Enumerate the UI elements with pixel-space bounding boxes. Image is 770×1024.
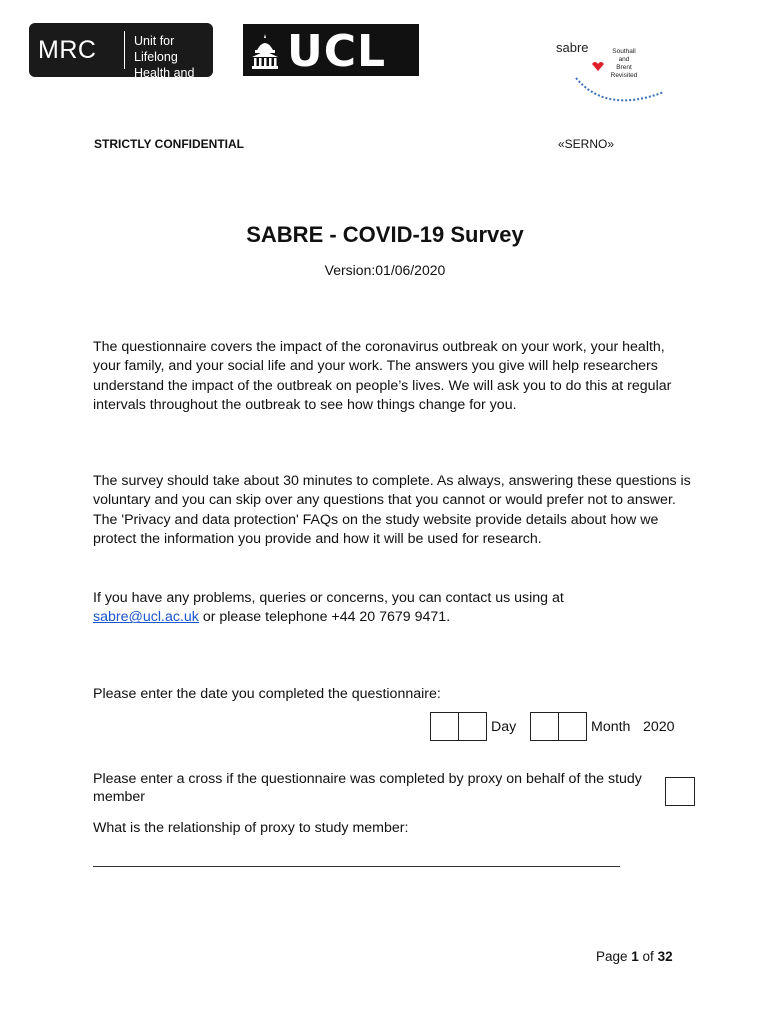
proxy-question: Please enter a cross if the questionnaire was completed by proxy on behalf of the study member xyxy=(93,771,642,805)
mrc-logo-divider xyxy=(124,31,125,69)
ucl-logo xyxy=(243,24,419,76)
page-prefix: Page xyxy=(596,949,632,964)
proxy-checkbox[interactable] xyxy=(665,777,695,806)
duration-paragraph: The survey should take about 30 minutes to complete. As always, answering these questions is voluntary and you can skip over any questions that you cannot or would prefer not to answer. The 'Privacy and data protection' FAQs on the study website provide details about how we protect the information you provide and how it will be used for research. xyxy=(93,473,691,548)
intro-paragraph: The questionnaire covers the impact of the coronavirus outbreak on your work, your health, your family, and your social life and your work. The answers you give will help researchers understand the impact of the outbreak on people’s lives. We will ask you to do this at regular intervals throughout the outbreak to see how things change for you. xyxy=(93,339,672,414)
page-number xyxy=(596,949,673,964)
day-digit-1-input[interactable] xyxy=(430,712,459,741)
sabre-logo-word: sabre xyxy=(556,40,589,55)
relationship-question: What is the relationship of proxy to study member: xyxy=(93,820,409,836)
year-label: 2020 xyxy=(643,719,675,735)
ucl-logo-text: UCL xyxy=(287,26,387,77)
contact-prefix: If you have any problems, queries or concerns, you can contact us using at xyxy=(93,590,564,606)
sabre-logo xyxy=(536,22,686,118)
confidential-label: STRICTLY CONFIDENTIAL xyxy=(94,137,245,151)
page-total: 32 xyxy=(657,949,673,964)
month-digit-1-input[interactable] xyxy=(530,712,559,741)
version-label: Version:01/06/2020 xyxy=(324,262,446,278)
day-label: Day xyxy=(491,719,517,735)
month-digit-2-input[interactable] xyxy=(558,712,587,741)
serial-number-field: «SERNO» xyxy=(558,137,615,151)
page-title: SABRE - COVID-19 Survey xyxy=(246,222,524,247)
day-digit-2-input[interactable] xyxy=(458,712,487,741)
mrc-logo-unit-text: Unit for Lifelong Health and Ageing xyxy=(134,34,195,96)
relationship-answer-line[interactable] xyxy=(93,866,620,867)
mrc-logo-abbr: MRC xyxy=(38,36,97,64)
contact-email-link[interactable]: sabre@ucl.ac.uk xyxy=(93,609,199,626)
date-prompt: Please enter the date you completed the questionnaire: xyxy=(93,686,441,702)
sabre-logo-subtext: Southall and Brent Revisited xyxy=(610,48,638,79)
contact-suffix: or please telephone +44 20 7679 9471. xyxy=(198,609,451,626)
page-current: 1 xyxy=(631,949,639,964)
contact-paragraph xyxy=(93,589,693,628)
page-of: of xyxy=(638,949,658,964)
month-label: Month xyxy=(591,719,631,735)
ucl-portico-icon xyxy=(249,30,281,70)
mrc-logo xyxy=(29,23,213,96)
